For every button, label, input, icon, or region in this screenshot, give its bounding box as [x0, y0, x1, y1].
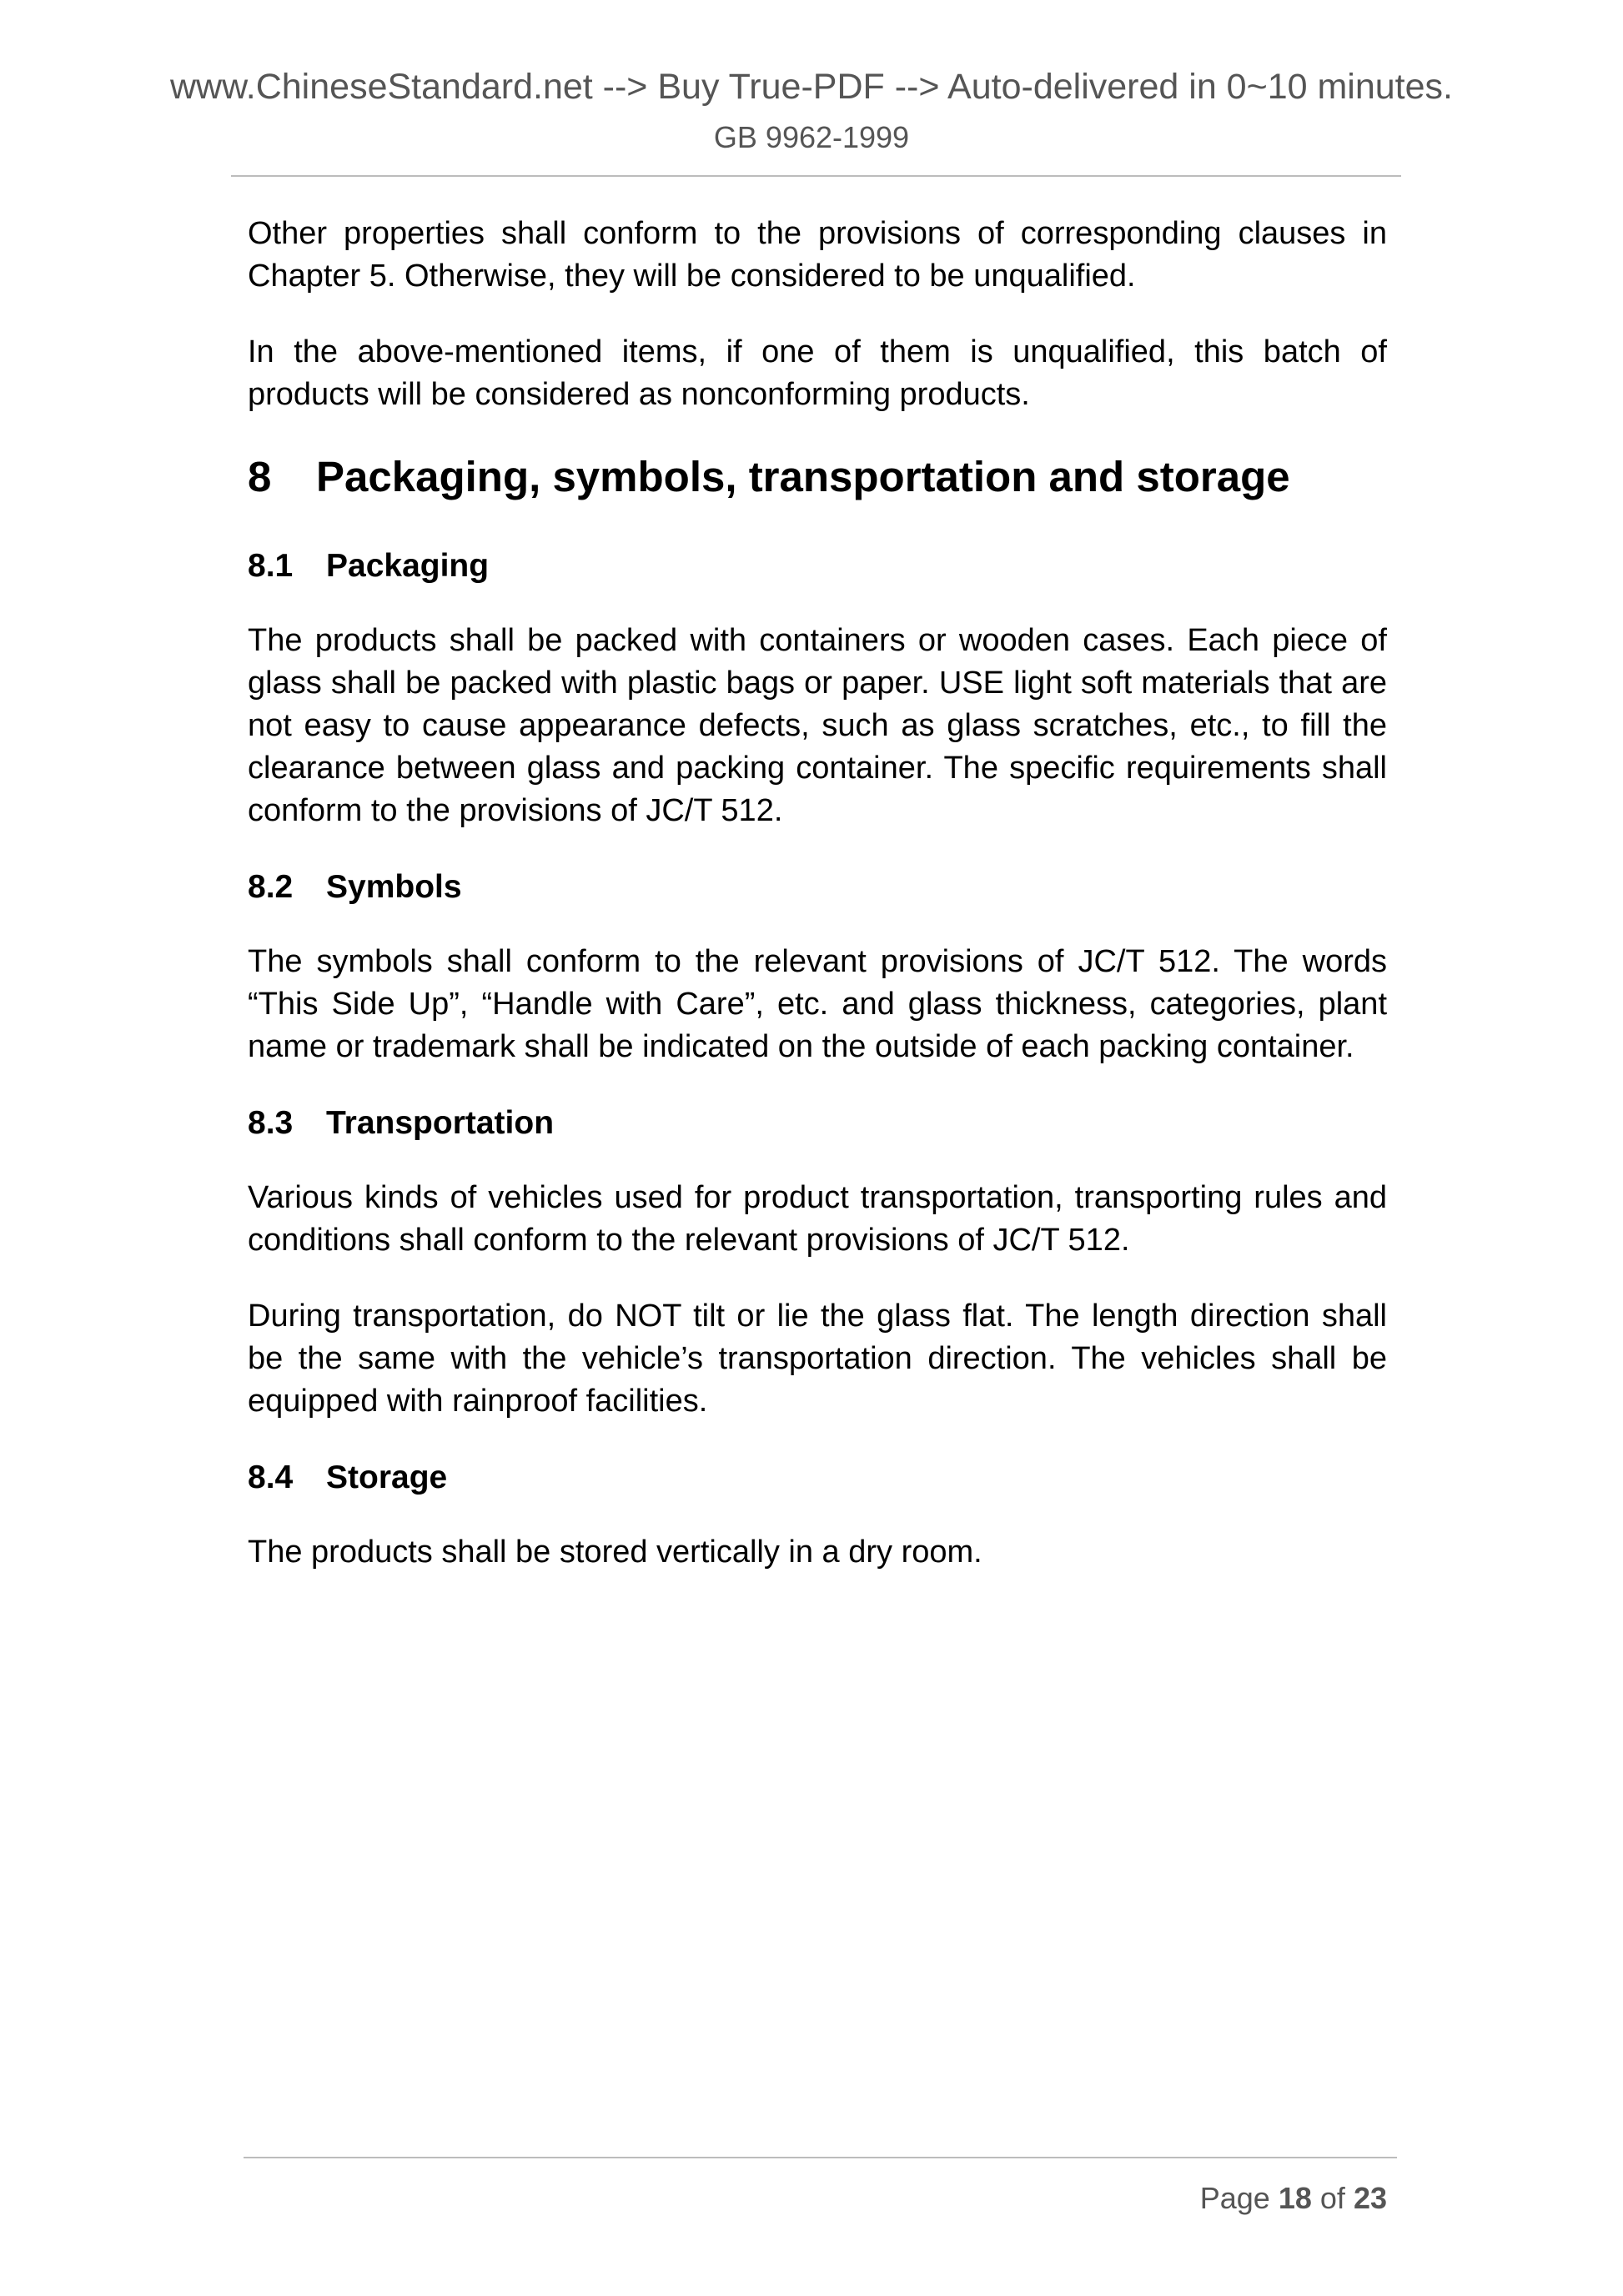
- transportation-paragraph-2: During transportation, do NOT tilt or lie the glass flat. The length direction shall be the same with the vehicle’s transportation direction. The vehicles shall be equipped with rainproof facilities.: [248, 1299, 1387, 1419]
- chapter-title: Packaging, symbols, transportation and storage: [316, 453, 1290, 500]
- intro-paragraph-2: In the above-mentioned items, if one of them is unqualified, this batch of products will be considered as nonconforming products.: [248, 334, 1387, 412]
- section-number: 8.2: [248, 869, 294, 905]
- chapter-number: 8: [248, 453, 272, 500]
- page-body: [248, 213, 1387, 1607]
- symbols-paragraph: The symbols shall conform to the relevant provisions of JC/T 512. The words “This Side Up”, “Handle with Care”, etc. and glass thickness, categories, plant name or trademark shall be indicated on the outside of each packing container.: [248, 944, 1387, 1064]
- chapter-heading: [248, 450, 1387, 505]
- total-pages: 23: [1353, 2181, 1387, 2215]
- page-word: Page: [1199, 2181, 1270, 2215]
- section-number: 8.1: [248, 548, 294, 584]
- transportation-paragraph-1: Various kinds of vehicles used for product transportation, transporting rules and conditions shall conform to the relevant provisions of JC/T 512.: [248, 1180, 1387, 1258]
- intro-paragraph-1: Other properties shall conform to the provisions of corresponding clauses in Chapter 5. Otherwise, they will be considered to be unqualified.: [248, 216, 1387, 294]
- page-number: [1200, 2180, 1387, 2217]
- document-code: GB 9962-1999: [713, 120, 910, 154]
- section-title: Packaging: [326, 548, 490, 584]
- footer-divider: [244, 2157, 1397, 2158]
- packaging-paragraph: The products shall be packed with containers or wooden cases. Each piece of glass shall be packed with plastic bags or paper. USE light soft materials that are not easy to cause appearance defects, such as glass scratches, etc., to fill the clearance between glass and packing container. The specific requirements shall conform to the provisions of JC/T 512.: [248, 623, 1387, 828]
- section-number: 8.3: [248, 1105, 294, 1141]
- header-divider: [231, 175, 1401, 177]
- source-banner: www.ChineseStandard.net --> Buy True-PDF --> Auto-delivered in 0~10 minutes.: [169, 67, 1453, 107]
- section-heading-packaging: [248, 545, 1387, 588]
- storage-paragraph: The products shall be stored vertically in a dry room.: [248, 1535, 982, 1570]
- section-heading-symbols: [248, 866, 1387, 909]
- section-heading-transportation: [248, 1102, 1387, 1145]
- section-title: Storage: [326, 1459, 448, 1495]
- section-number: 8.4: [248, 1459, 294, 1495]
- section-heading-storage: [248, 1456, 1387, 1500]
- section-title: Symbols: [326, 869, 462, 905]
- section-title: Transportation: [326, 1105, 555, 1141]
- current-page: 18: [1278, 2181, 1312, 2215]
- of-word: of: [1319, 2181, 1345, 2215]
